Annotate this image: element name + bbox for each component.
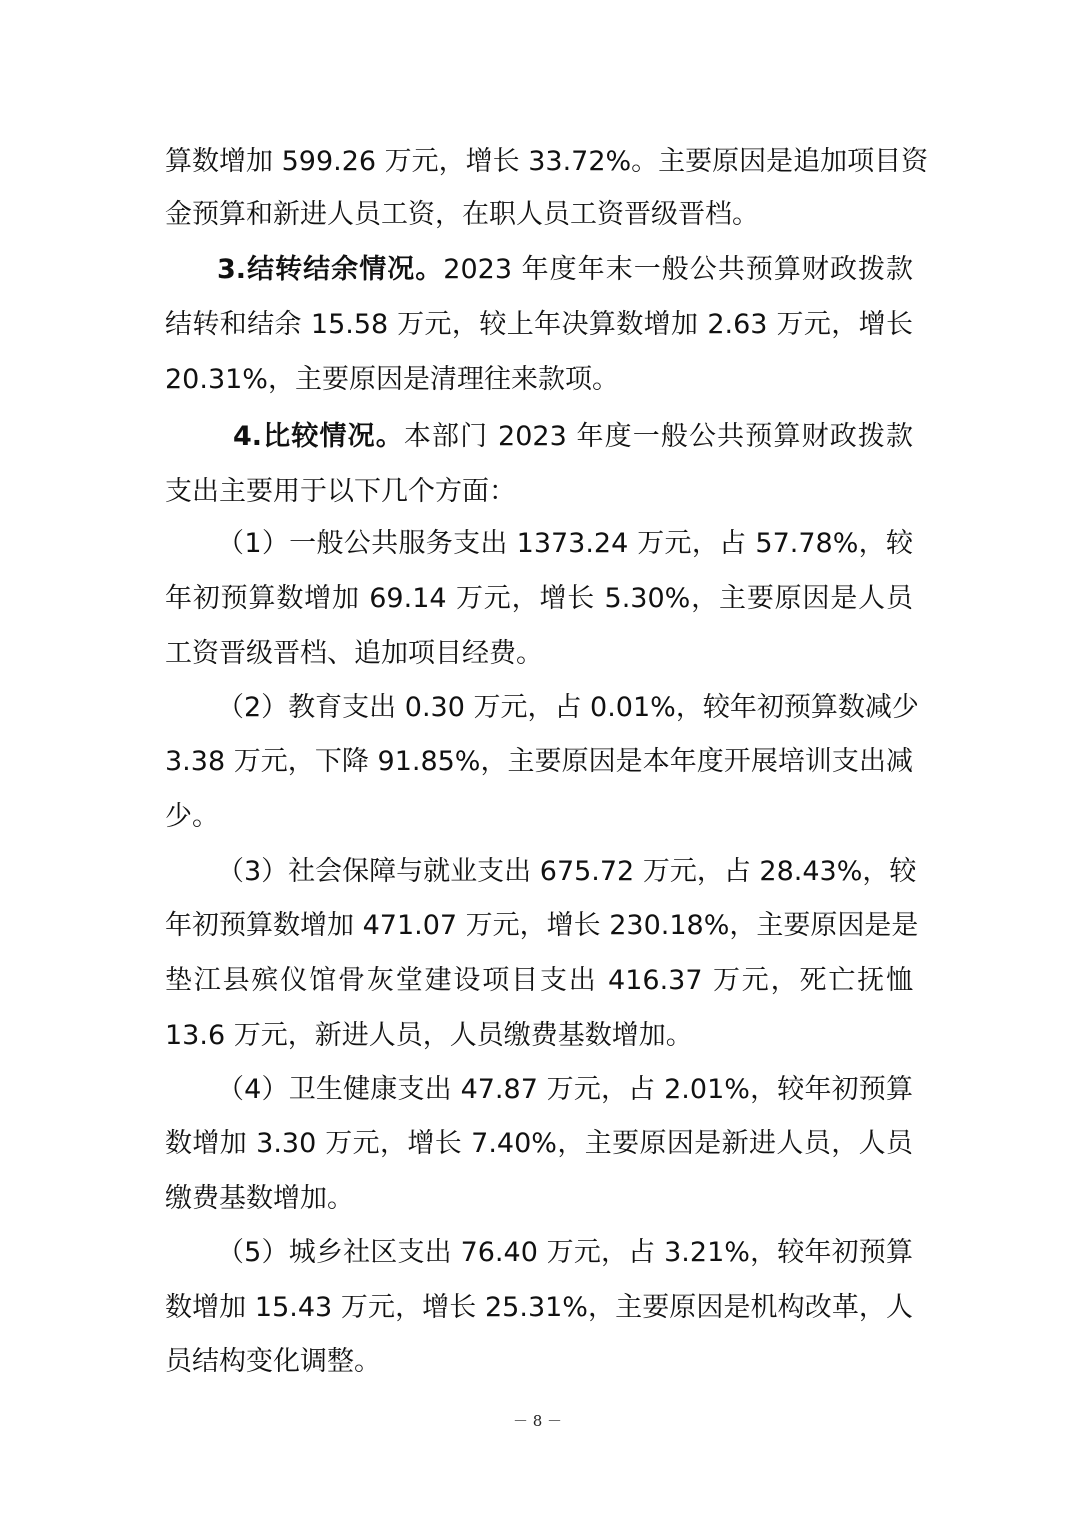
- paragraph-line: 少。: [165, 801, 219, 832]
- paragraph-line: （3）社会保障与就业支出 675.72 万元，占 28.43%，较: [217, 856, 917, 887]
- section-heading: 3.结转结余情况。: [217, 254, 444, 285]
- paragraph-line: 工资晋级晋档、追加项目经费。: [165, 638, 543, 669]
- paragraph-line: （4）卫生健康支出 47.87 万元，占 2.01%，较年初预算: [217, 1074, 913, 1105]
- paragraph-line: 金预算和新进人员工资，在职人员工资晋级晋档。: [165, 199, 759, 230]
- page-number: － 8 －: [512, 1412, 563, 1430]
- paragraph-line: 支出主要用于以下几个方面：: [165, 476, 516, 507]
- paragraph-line: 3.38 万元，下降 91.85%，主要原因是本年度开展培训支出减: [165, 746, 913, 777]
- paragraph-line: 员结构变化调整。: [165, 1346, 381, 1377]
- paragraph-line: （2）教育支出 0.30 万元，占 0.01%，较年初预算数减少: [217, 692, 919, 723]
- paragraph-line: 数增加 3.30 万元，增长 7.40%，主要原因是新进人员，人员: [165, 1128, 913, 1159]
- paragraph-line: 数增加 15.43 万元，增长 25.31%，主要原因是机构改革，人: [165, 1292, 913, 1323]
- paragraph-line: 13.6 万元，新进人员，人员缴费基数增加。: [165, 1020, 693, 1051]
- section-heading: 4.比较情况。: [233, 421, 404, 452]
- paragraph-line: （1）一般公共服务支出 1373.24 万元，占 57.78%，较: [217, 528, 913, 559]
- paragraph-line: 算数增加 599.26 万元，增长 33.72%。主要原因是追加项目资: [165, 146, 929, 177]
- paragraph-line: 垫江县殡仪馆骨灰堂建设项目支出 416.37 万元，死亡抚恤: [165, 965, 913, 996]
- paragraph-line: （5）城乡社区支出 76.40 万元，占 3.21%，较年初预算: [217, 1237, 913, 1268]
- paragraph-line: 3.结转结余情况。2023 年度年末一般公共预算财政拨款: [217, 254, 914, 285]
- paragraph-line: 缴费基数增加。: [165, 1183, 354, 1214]
- paragraph-line: 年初预算数增加 471.07 万元，增长 230.18%，主要原因是是: [165, 910, 919, 941]
- paragraph-line: 20.31%，主要原因是清理往来款项。: [165, 364, 619, 395]
- paragraph-line: 4.比较情况。本部门 2023 年度一般公共预算财政拨款: [233, 421, 913, 452]
- paragraph-line: 结转和结余 15.58 万元，较上年决算数增加 2.63 万元，增长: [165, 309, 913, 340]
- paragraph-line: 年初预算数增加 69.14 万元，增长 5.30%，主要原因是人员: [165, 583, 913, 614]
